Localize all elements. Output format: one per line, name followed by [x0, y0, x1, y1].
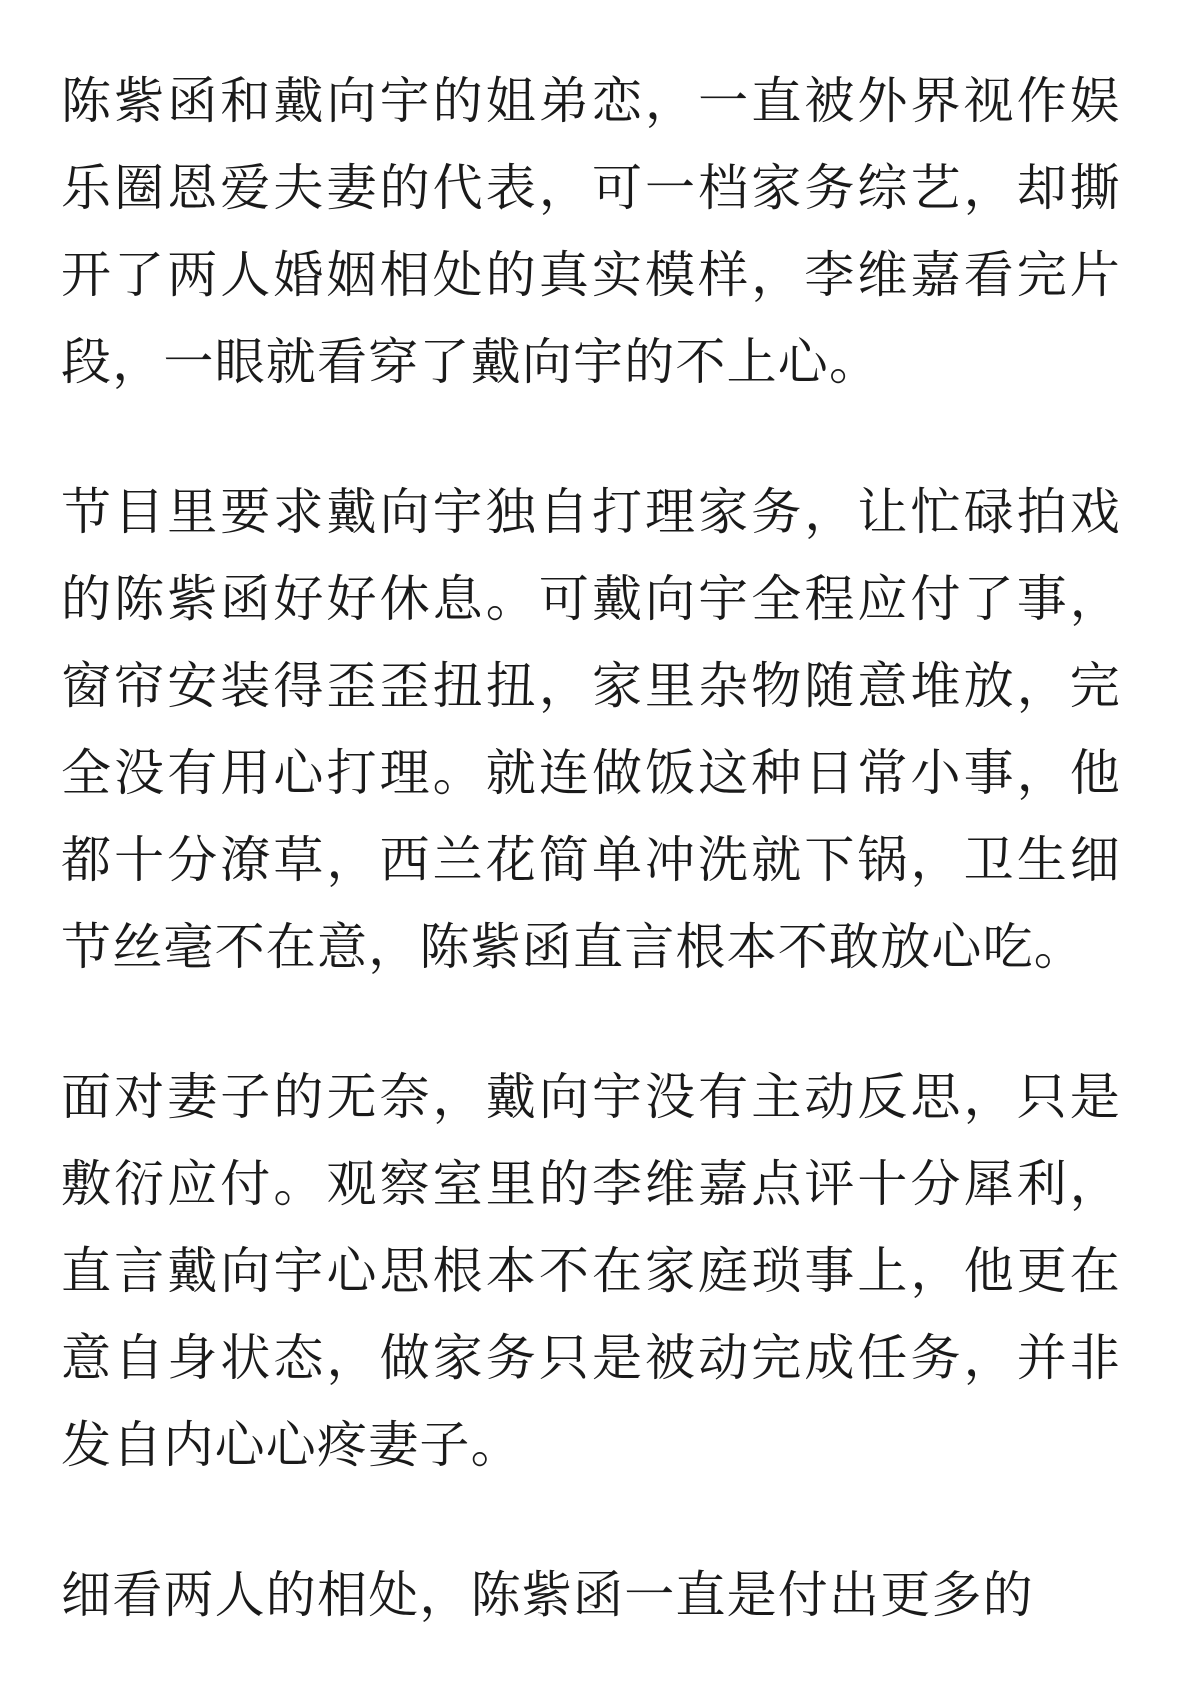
- paragraph-1: 陈紫函和戴向宇的姐弟恋，一直被外界视作娱乐圈恩爱夫妻的代表，可一档家务综艺，却撕开了两人婚姻相处的真实模样，李维嘉看完片段，一眼就看穿了戴向宇的不上心。: [61, 72, 1121, 391]
- article-body: [61, 58, 1121, 1702]
- paragraph-2: 节目里要求戴向宇独自打理家务，让忙碌拍戏的陈紫函好好休息。可戴向宇全程应付了事，窗帘安装得歪歪扭扭，家里杂物随意堆放，完全没有用心打理。就连做饭这种日常小事，他都十分潦草，西兰花简单冲洗就下锅，卫生细节丝毫不在意，陈紫函直言根本不敢放心吃。: [61, 483, 1121, 976]
- paragraph-3: 面对妻子的无奈，戴向宇没有主动反思，只是敷衍应付。观察室里的李维嘉点评十分犀利，直言戴向宇心思根本不在家庭琐事上，他更在意自身状态，做家务只是被动完成任务，并非发自内心心疼妻子。: [61, 1068, 1121, 1474]
- paragraph-4: 细看两人的相处，陈紫函一直是付出更多的: [61, 1566, 1034, 1624]
